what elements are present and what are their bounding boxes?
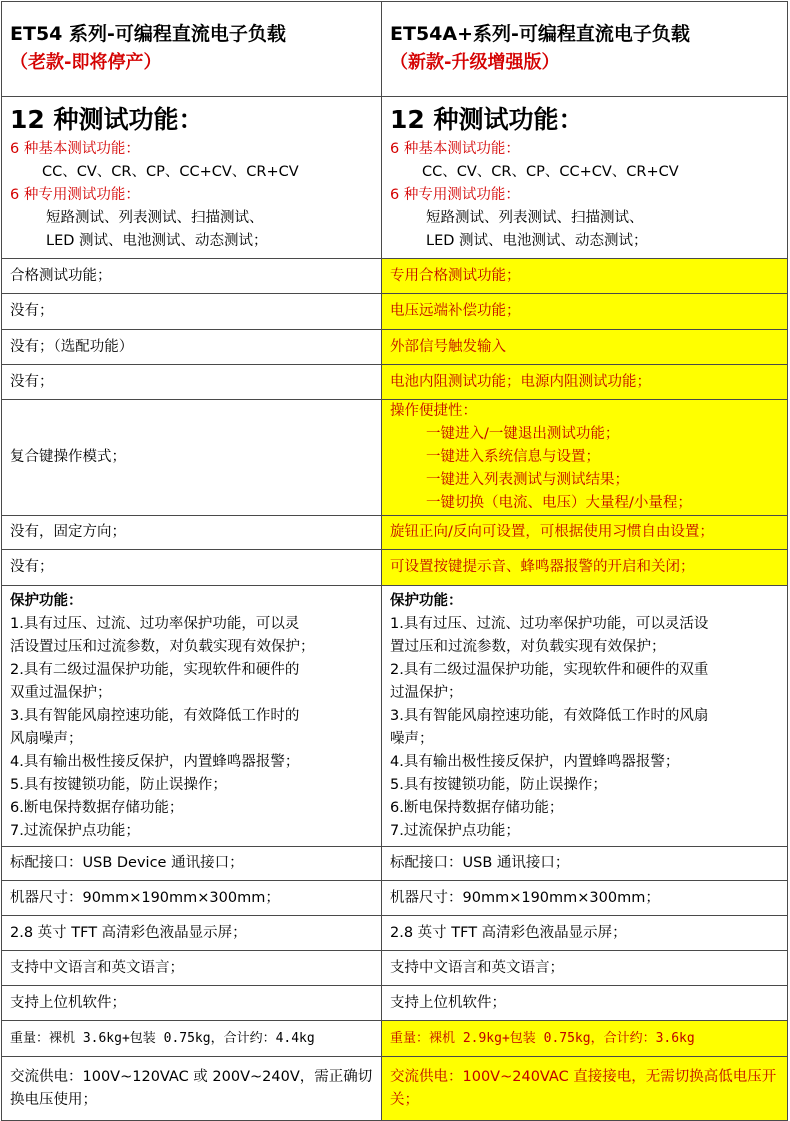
cell-right: 标配接口：USB 通讯接口； [382, 847, 788, 881]
special-label: 6 种专用测试功能： [390, 187, 520, 203]
power-right: 交流供电：100V~240VAC 直接接电，无需切换高低电压开关； [382, 1057, 788, 1121]
cell-right-highlight: 旋钮正向/反向可设置，可根据使用习惯自由设置； [382, 516, 788, 550]
cell-left: 支持上位机软件； [2, 986, 382, 1021]
protection-line: 4.具有输出极性接反保护，内置蜂鸣器报警； [390, 753, 680, 770]
special-line-2: LED 测试、电池测试、动态测试； [426, 233, 648, 249]
cell-left: 没有；（选配功能） [2, 330, 382, 365]
cell-left: 合格测试功能； [2, 259, 382, 294]
protection-line: 7.过流保护点功能； [10, 822, 140, 839]
cell-right: 机器尺寸：90mm×190mm×300mm； [382, 881, 788, 916]
protection-line: 5.具有按键锁功能，防止误操作； [10, 776, 227, 793]
table-row [2, 916, 788, 951]
cell-right-highlight: 外部信号触发输入 [382, 330, 788, 365]
protection-left [2, 586, 382, 847]
protection-line: 风扇噪声； [10, 730, 83, 747]
table-row [2, 951, 788, 986]
functions-left [2, 97, 382, 259]
protection-line: 2.具有二级过温保护功能，实现软件和硬件的 [10, 661, 300, 678]
cell-left: 机器尺寸：90mm×190mm×300mm； [2, 881, 382, 916]
cell-right-highlight: 电池内阻测试功能；电源内阻测试功能； [382, 365, 788, 400]
cell-right-highlight: 专用合格测试功能； [382, 259, 788, 294]
operation-left: 复合键操作模式； [2, 400, 382, 516]
header-row [2, 2, 788, 97]
operation-item: 一键进入/一键退出测试功能； [426, 426, 620, 442]
table-row [2, 365, 788, 400]
protection-line: 2.具有二级过温保护功能，实现软件和硬件的双重 [390, 661, 709, 678]
cell-left: 支持中文语言和英文语言； [2, 951, 382, 986]
protection-line: 过温保护； [390, 684, 463, 701]
protection-title: 保护功能： [10, 592, 83, 609]
operation-title: 操作便捷性： [390, 403, 477, 419]
right-title: ET54A+系列-可编程直流电子负载 [390, 23, 690, 45]
header-right [382, 2, 788, 97]
weight-row [2, 1021, 788, 1057]
protection-line: 6.断电保持数据存储功能； [390, 799, 564, 816]
functions-right [382, 97, 788, 259]
cell-left: 没有； [2, 365, 382, 400]
table-row [2, 550, 788, 586]
functions-heading: 12 种测试功能： [10, 105, 204, 134]
special-line-2: LED 测试、电池测试、动态测试； [46, 233, 268, 249]
protection-line: 6.断电保持数据存储功能； [10, 799, 184, 816]
protection-line: 3.具有智能风扇控速功能，有效降低工作时的风扇 [390, 707, 709, 724]
operation-item: 一键进入列表测试与测试结果； [426, 472, 629, 488]
protection-line: 3.具有智能风扇控速功能，有效降低工作时的 [10, 707, 300, 724]
basic-label: 6 种基本测试功能： [390, 141, 520, 157]
cell-right: 支持上位机软件； [382, 986, 788, 1021]
cell-right: 2.8 英寸 TFT 高清彩色液晶显示屏； [382, 916, 788, 951]
protection-line: 噪声； [390, 730, 434, 747]
table-row [2, 259, 788, 294]
operation-item: 一键进入系统信息与设置； [426, 449, 600, 465]
special-line-1: 短路测试、列表测试、扫描测试、 [46, 210, 264, 226]
table-row [2, 986, 788, 1021]
cell-left: 没有； [2, 294, 382, 330]
table-row [2, 330, 788, 365]
protection-line: 1.具有过压、过流、过功率保护功能，可以灵活设 [390, 615, 709, 632]
protection-line: 1.具有过压、过流、过功率保护功能，可以灵 [10, 615, 300, 632]
protection-line: 5.具有按键锁功能，防止误操作； [390, 776, 607, 793]
operation-item: 一键切换（电流、电压）大量程/小量程； [426, 495, 692, 511]
basic-list: CC、CV、CR、CP、CC+CV、CR+CV [42, 164, 299, 180]
special-label: 6 种专用测试功能： [10, 187, 140, 203]
protection-line: 置过压和过流参数，对负载实现有效保护； [390, 638, 666, 655]
table-row [2, 516, 788, 550]
protection-line: 4.具有输出极性接反保护，内置蜂鸣器报警； [10, 753, 300, 770]
cell-left: 没有； [2, 550, 382, 586]
protection-line: 7.过流保护点功能； [390, 822, 520, 839]
cell-left: 没有，固定方向； [2, 516, 382, 550]
cell-right-highlight: 电压远端补偿功能； [382, 294, 788, 330]
table-row [2, 881, 788, 916]
functions-heading: 12 种测试功能： [390, 105, 584, 134]
right-subtitle: （新款-升级增强版） [390, 52, 560, 73]
left-title: ET54 系列-可编程直流电子负载 [10, 23, 286, 45]
header-left [2, 2, 382, 97]
weight-left: 重量：裸机 3.6kg+包装 0.75kg，合计约：4.4kg [2, 1021, 382, 1057]
cell-right: 支持中文语言和英文语言； [382, 951, 788, 986]
weight-right: 重量：裸机 2.9kg+包装 0.75kg，合计约：3.6kg [382, 1021, 788, 1057]
power-left: 交流供电：100V~120VAC 或 200V~240V，需正确切换电压使用； [2, 1057, 382, 1121]
operation-row [2, 400, 788, 516]
table-row [2, 847, 788, 881]
cell-right-highlight: 可设置按键提示音、蜂鸣器报警的开启和关闭； [382, 550, 788, 586]
comparison-table [1, 1, 788, 1121]
left-subtitle: （老款-即将停产） [10, 52, 162, 73]
protection-row [2, 586, 788, 847]
protection-line: 双重过温保护； [10, 684, 112, 701]
protection-right [382, 586, 788, 847]
protection-title: 保护功能： [390, 592, 463, 609]
basic-label: 6 种基本测试功能： [10, 141, 140, 157]
special-line-1: 短路测试、列表测试、扫描测试、 [426, 210, 644, 226]
operation-right [382, 400, 788, 516]
functions-row [2, 97, 788, 259]
cell-left: 标配接口：USB Device 通讯接口； [2, 847, 382, 881]
protection-line: 活设置过压和过流参数，对负载实现有效保护； [10, 638, 315, 655]
basic-list: CC、CV、CR、CP、CC+CV、CR+CV [422, 164, 679, 180]
cell-left: 2.8 英寸 TFT 高清彩色液晶显示屏； [2, 916, 382, 951]
table-row [2, 294, 788, 330]
